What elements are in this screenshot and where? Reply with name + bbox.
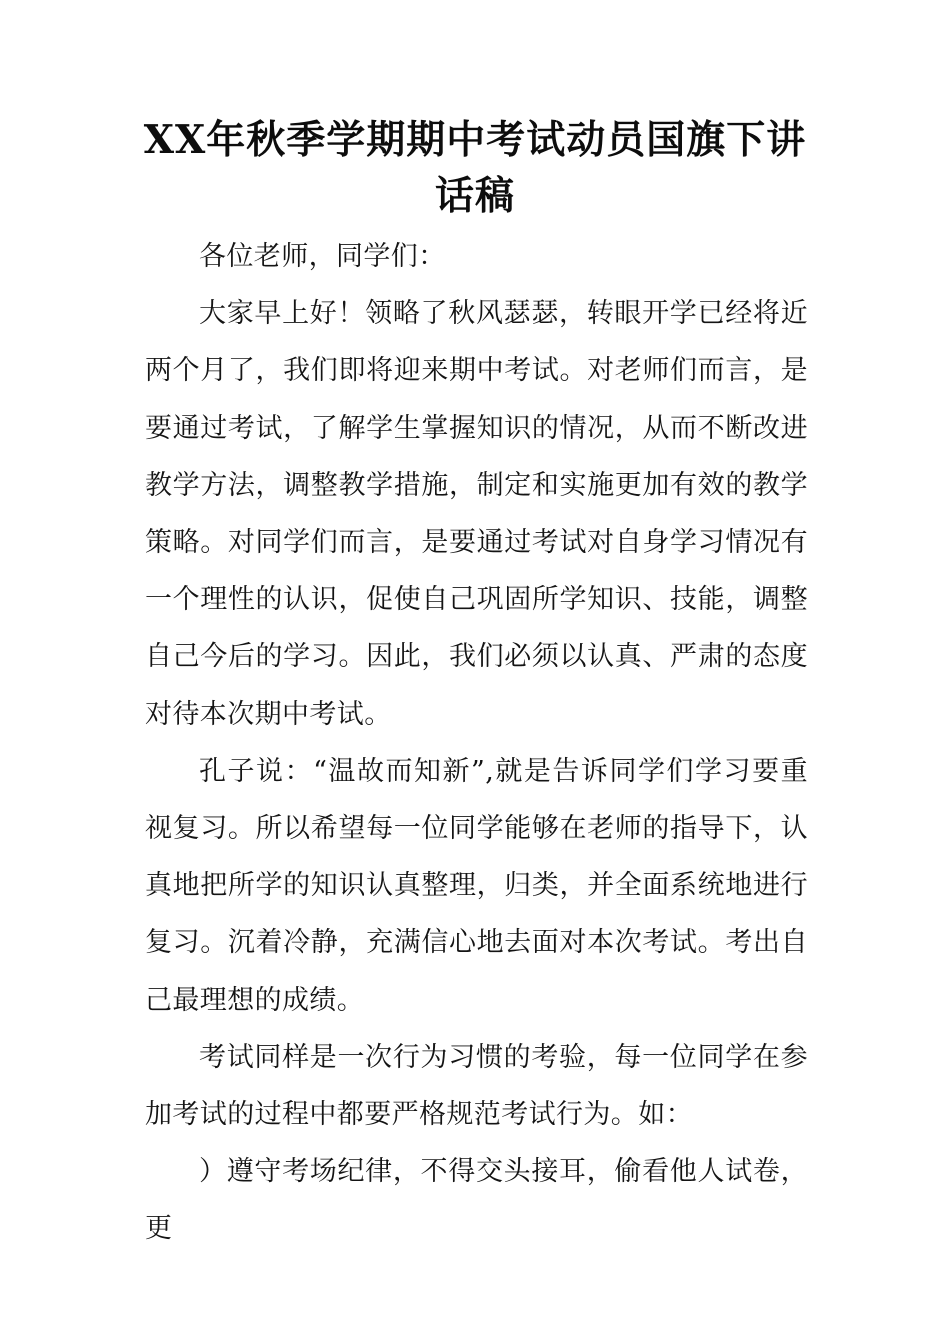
paragraph-rule-1: ）遵守考场纪律，不得交头接耳，偷看他人试卷，更 <box>145 1156 808 1245</box>
paragraph-greeting: 各位老师，同学们： <box>199 241 446 272</box>
paragraph-exam-behavior: 考试同样是一次行为习惯的考验，每一位同学在参加考试的过程中都要严格规范考试行为。如： <box>145 1041 808 1131</box>
document-body <box>145 228 808 1258</box>
paragraph-confucius: 孔子说：“温故而知新”,就是告诉同学们学习要重视复习。所以希望每一位同学能够在老师的指导下，认真地把所学的知识认真整理，归类，并全面系统地进行复习。沉着冷静，充满信心地去面对本次考试。考出自己最理想的成绩。 <box>145 755 808 1016</box>
paragraph-opening: 大家早上好！领略了秋风瑟瑟，转眼开学已经将近两个月了，我们即将迎来期中考试。对老师们而言，是要通过考试，了解学生掌握知识的情况，从而不断改进教学方法，调整教学措施，制定和实施更加有效的教学策略。对同学们而言，是要通过考试对自身学习情况有一个理性的认识，促使自己巩固所学知识、技能，调整自己今后的学习。因此，我们必须以认真、严肃的态度对待本次期中考试。 <box>145 298 808 730</box>
document-title: XX年秋季学期期中考试动员国旗下讲话稿 <box>143 117 807 219</box>
